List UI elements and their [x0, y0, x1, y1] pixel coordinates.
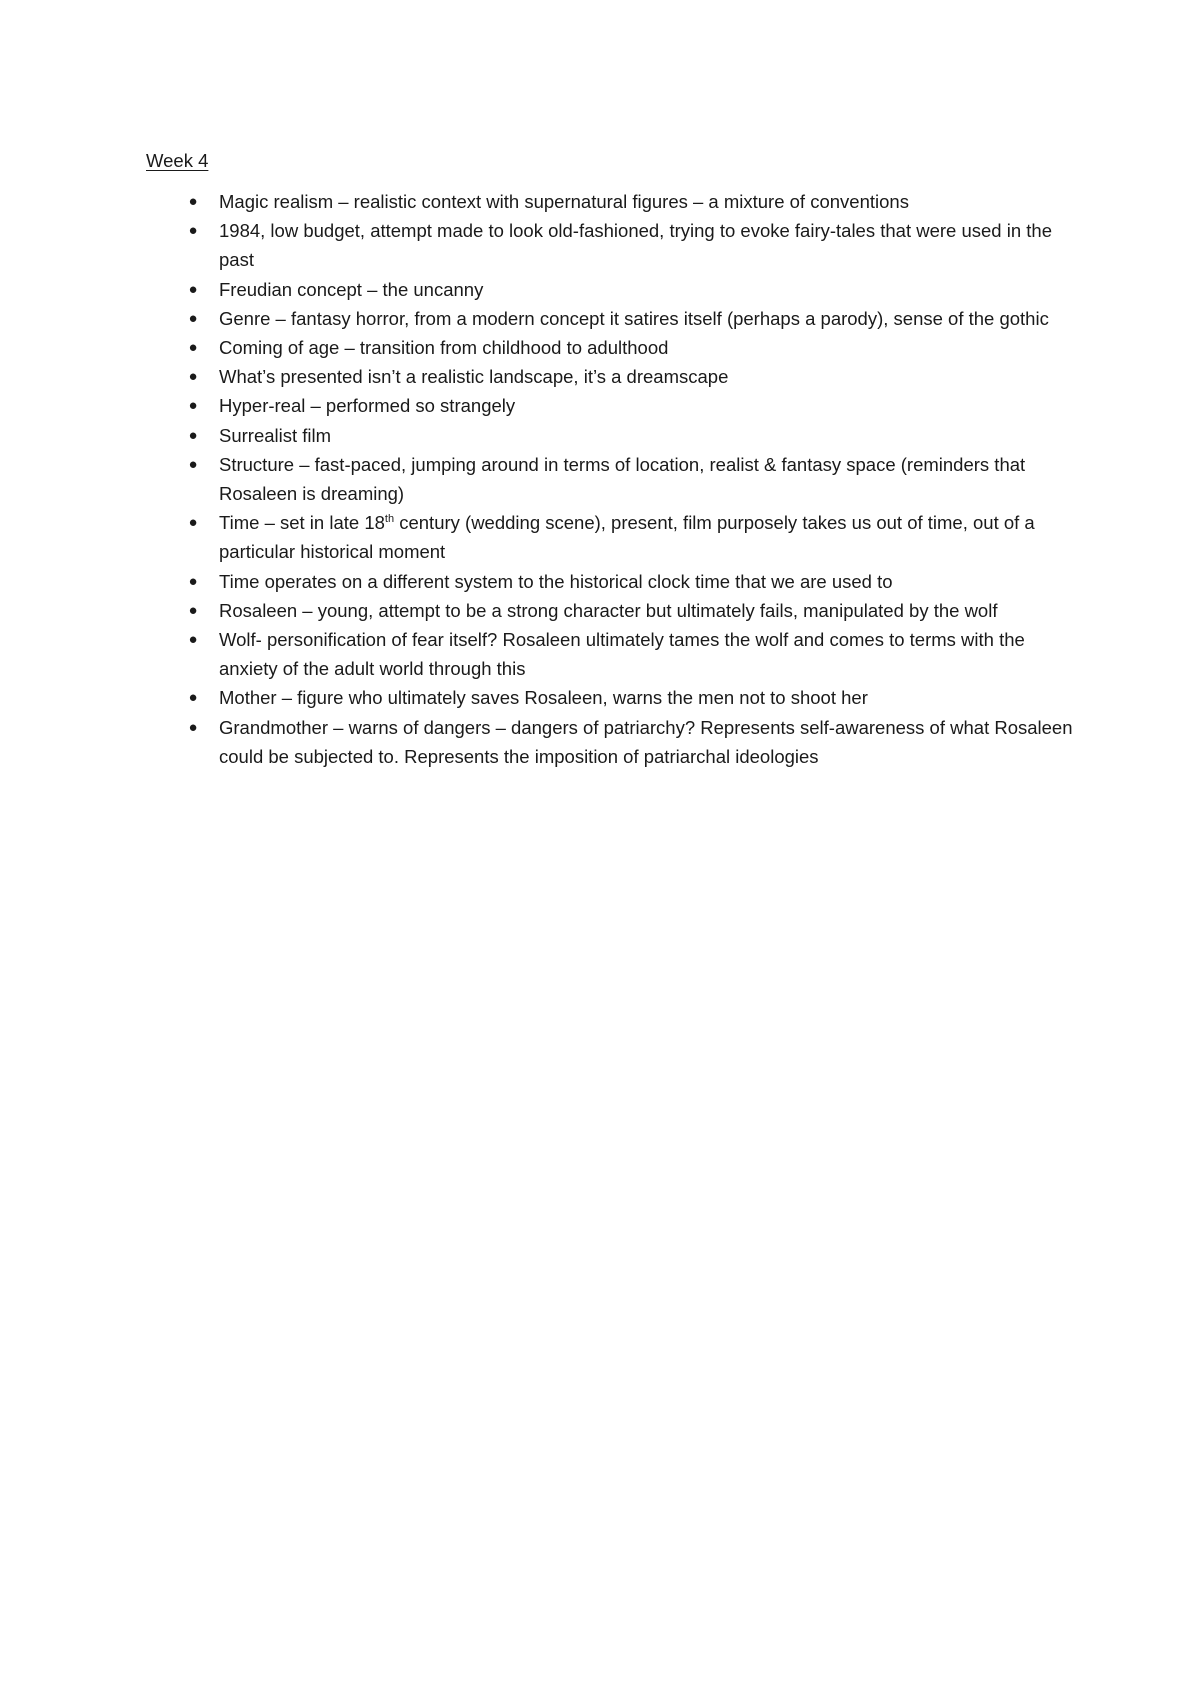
list-item-text: Grandmother – warns of dangers – dangers of patriarchy? Represents self-awareness of what Rosaleen could be subjected to. Represents the imposition of patriarchal ideologies	[219, 716, 1073, 767]
list-item	[146, 362, 1076, 391]
list-item-text: Surrealist film	[219, 424, 332, 446]
list-item-text: Coming of age – transition from childhood to adulthood	[219, 337, 669, 359]
list-item	[146, 421, 1076, 450]
bullet-icon: ●	[188, 426, 198, 444]
list-item	[146, 333, 1076, 362]
bullet-icon: ●	[188, 455, 198, 473]
bullet-icon: ●	[188, 309, 198, 327]
list-item	[146, 625, 1076, 683]
bullet-icon: ●	[188, 631, 198, 649]
list-item-text-start: Time – set in late 18	[219, 512, 385, 534]
bullet-icon: ●	[188, 280, 198, 298]
list-item	[146, 713, 1076, 771]
bullet-list	[146, 187, 1076, 771]
bullet-icon: ●	[188, 601, 198, 619]
list-item	[146, 216, 1076, 274]
list-item-text	[219, 512, 1035, 562]
bullet-icon: ●	[188, 193, 198, 210]
list-item	[146, 391, 1076, 420]
list-item-text: Structure – fast-paced, jumping around in terms of location, realist & fantasy space (reminders that Rosaleen is dreaming)	[219, 453, 1026, 505]
ordinal-suffix: th	[384, 513, 395, 526]
bullet-icon: ●	[188, 514, 198, 532]
list-item	[146, 304, 1076, 333]
list-item-text-end: century (wedding scene), present, film purposely takes us out of time, out of a particular historical moment	[219, 512, 1035, 563]
list-item-text: Magic realism – realistic context with supernatural figures – a mixture of conventions	[219, 191, 909, 212]
list-item-text: 1984, low budget, attempt made to look old-fashioned, trying to evoke fairy-tales that were used in the past	[219, 220, 1052, 271]
document-content	[146, 146, 1076, 771]
list-item-text: Mother – figure who ultimately saves Rosaleen, warns the men not to shoot her	[219, 687, 868, 709]
list-item	[146, 450, 1076, 508]
list-item-text: Hyper-real – performed so strangely	[219, 395, 516, 417]
bullet-icon: ●	[188, 689, 198, 707]
list-item	[146, 683, 1076, 712]
list-item-text: Wolf- personification of fear itself? Rosaleen ultimately tames the wolf and comes to terms with the anxiety of the adult world through this	[219, 629, 1025, 680]
list-item-text: Genre – fantasy horror, from a modern concept it satires itself (perhaps a parody), sense of the gothic	[219, 307, 1049, 329]
list-item-text: What’s presented isn’t a realistic landscape, it’s a dreamscape	[219, 366, 729, 388]
bullet-icon: ●	[188, 368, 198, 386]
list-item-text: Rosaleen – young, attempt to be a strong character but ultimately fails, manipulated by the wolf	[219, 599, 998, 621]
bullet-icon: ●	[188, 572, 198, 590]
bullet-icon: ●	[188, 397, 198, 415]
list-item	[146, 596, 1076, 625]
list-item	[146, 508, 1076, 566]
list-item-text: Time operates on a different system to the historical clock time that we are used to	[219, 570, 893, 592]
list-item	[146, 187, 1076, 216]
page-heading: Week 4	[146, 150, 209, 171]
bullet-icon: ●	[188, 222, 198, 240]
bullet-icon: ●	[188, 718, 198, 736]
list-item	[146, 567, 1076, 596]
bullet-icon: ●	[188, 339, 198, 357]
list-item-text: Freudian concept – the uncanny	[219, 278, 484, 300]
list-item	[146, 275, 1076, 304]
